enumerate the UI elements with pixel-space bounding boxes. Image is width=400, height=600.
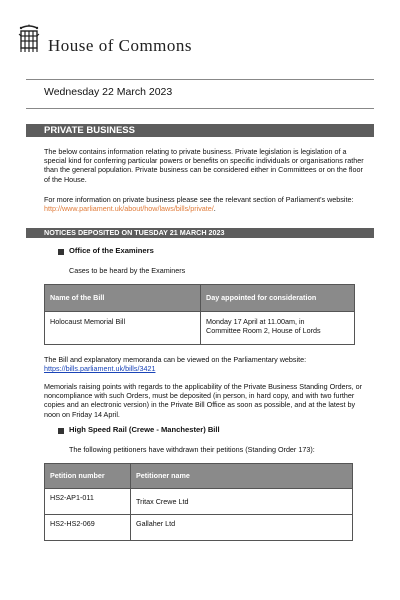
table-row (45, 515, 353, 541)
hs2-heading: High Speed Rail (Crewe - Manchester) Bill (69, 425, 220, 434)
bullet-square-icon (58, 249, 64, 255)
table-header-row (45, 464, 353, 489)
section-title: PRIVATE BUSINESS (26, 124, 374, 137)
bill-view-paragraph (44, 355, 364, 373)
more-info-paragraph (44, 195, 364, 213)
intro-paragraph: The below contains information relating to private business. Private legislation is legislation of a special kind for conferring particular powers or benefits on specific individuals or organisations rather than the general population. Private business can be considered either in Committees or on the floor of the House. (44, 147, 364, 184)
divider (26, 79, 374, 80)
column-header: Name of the Bill (45, 285, 201, 312)
day-cell (201, 312, 355, 345)
petitions-table (44, 463, 353, 541)
more-info-end: . (213, 204, 216, 214)
petitioner-name-cell: Tritax Crewe Ltd (131, 489, 353, 515)
examiners-table (44, 284, 355, 345)
bill-link[interactable]: https://bills.parliament.uk/bills/3421 (44, 364, 156, 374)
column-header: Petition number (45, 464, 131, 489)
bill-name-cell: Holocaust Memorial Bill (45, 312, 201, 345)
table-header-row (45, 285, 355, 312)
day-text: Monday 17 April at 11.00am, in (206, 317, 305, 326)
petition-number-cell: HS2-HS2-069 (45, 515, 131, 541)
page-date: Wednesday 22 March 2023 (44, 86, 173, 98)
memorials-paragraph: Memorials raising points with regards to the applicability of the Private Business Standing Orders, or noncompliance with such Orders, must be deposited (in person, in hard copy, and with two further copies and an electronic version) in the Private Bill Office as soon as possible, and at the latest by noon on Friday 14 April. (44, 382, 362, 419)
portcullis-logo-icon (18, 24, 40, 54)
column-header: Petitioner name (131, 464, 353, 489)
location-text: Committee Room 2, House of Lords (206, 326, 321, 336)
examiners-heading: Office of the Examiners (69, 246, 154, 255)
divider (26, 108, 374, 109)
notices-title: NOTICES DEPOSITED ON TUESDAY 21 MARCH 2023 (26, 228, 374, 238)
table-row (45, 312, 355, 345)
petition-number-cell: HS2-AP1-011 (45, 489, 131, 515)
examiners-subtext: Cases to be heard by the Examiners (69, 266, 186, 275)
house-title: House of Commons (48, 36, 192, 55)
column-header: Day appointed for consideration (201, 285, 355, 312)
hs2-subtext: The following petitioners have withdrawn their petitions (Standing Order 173): (69, 445, 315, 454)
private-bills-link[interactable]: http://www.parliament.uk/about/how/laws/bills/private/ (44, 204, 214, 214)
bill-view-text: The Bill and explanatory memoranda can be viewed on the Parliamentary website: (44, 355, 307, 364)
more-info-text: For more information on private business please see the relevant section of Parliament’s website: (44, 195, 354, 204)
table-row (45, 489, 353, 515)
bullet-square-icon (58, 428, 64, 434)
petitioner-name-cell: Gallaher Ltd (131, 515, 353, 541)
